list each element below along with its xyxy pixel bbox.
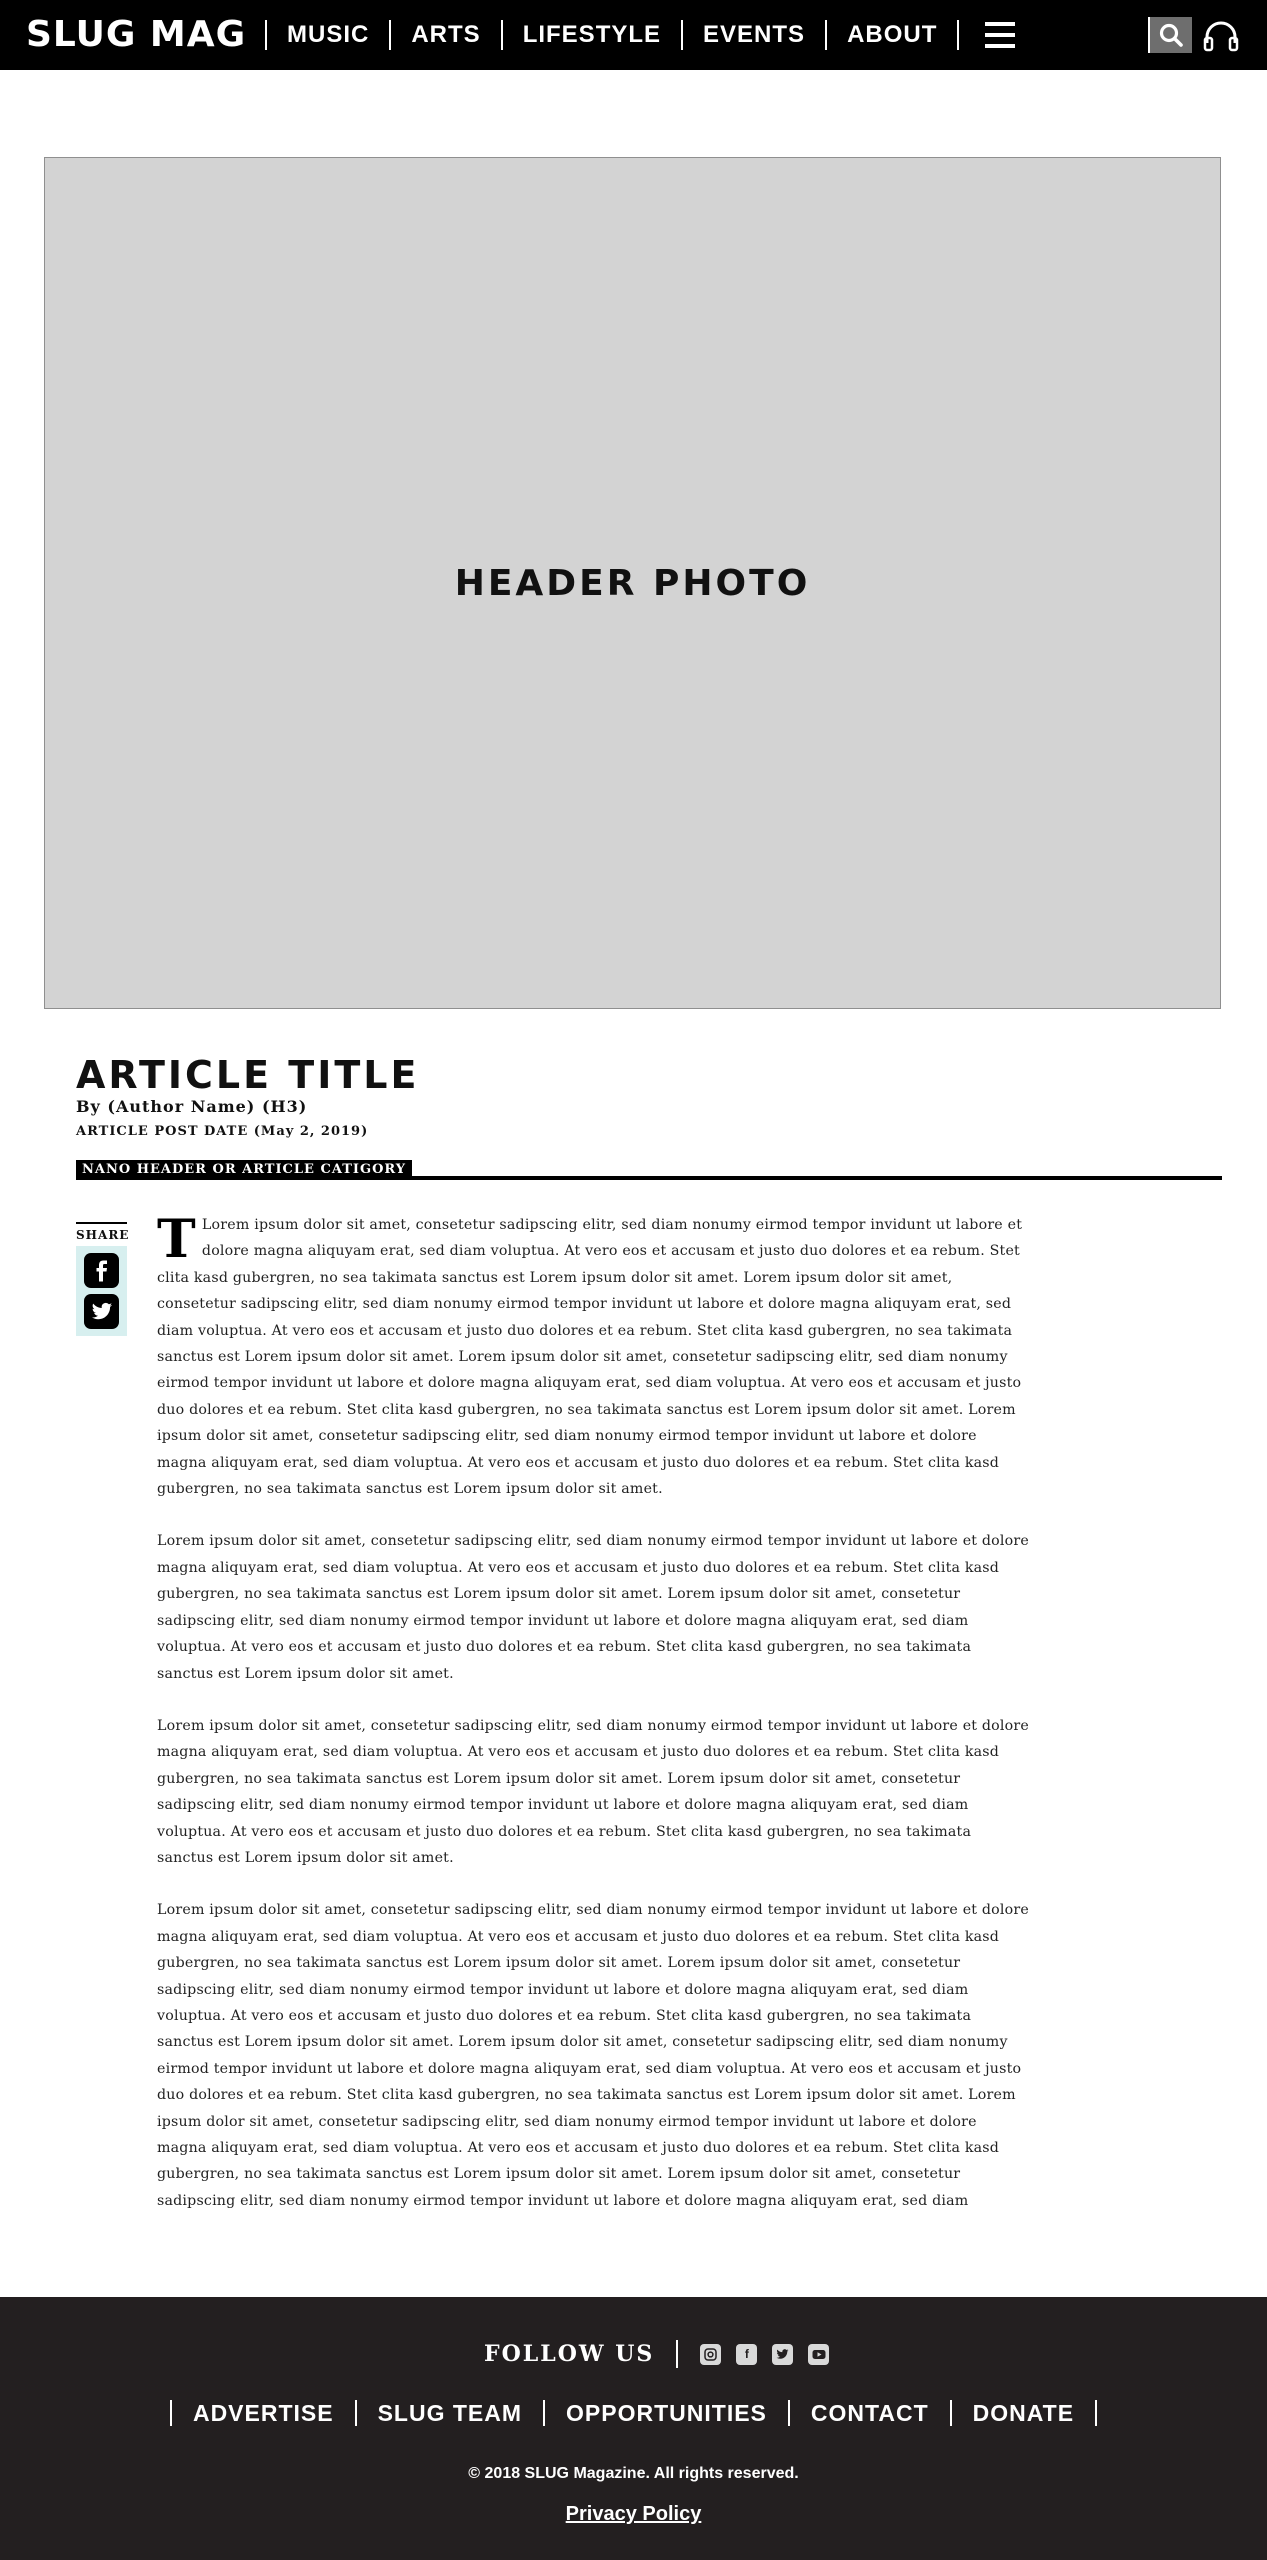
article-post-date: ARTICLE POST DATE (May 2, 2019) <box>76 1124 369 1139</box>
follow-us-label: FOLLOW US <box>484 2341 655 2367</box>
nav-item-lifestyle[interactable]: LIFESTYLE <box>522 21 662 48</box>
share-buttons <box>76 1246 127 1336</box>
instagram-icon[interactable] <box>700 2344 721 2365</box>
nav-divider <box>957 20 959 50</box>
footer-divider <box>676 2340 678 2368</box>
share-facebook-button[interactable] <box>84 1253 119 1288</box>
header-photo <box>44 157 1221 1009</box>
share-panel <box>76 1222 130 1336</box>
article-paragraph: Lorem ipsum dolor sit amet, consetetur sadipscing elitr, sed diam nonumy eirmod tempor invidunt ut labore et dolore magna aliquyam erat, sed diam voluptua. At vero eos et accusam et justo duo dolores et ea rebum. Stet clita kasd gubergren, no sea takimata sanctus est Lorem ipsum dolor sit amet. Lorem ipsum dolor sit amet, consetetur sadipscing elitr, sed diam nonumy eirmod tempor invidunt ut labore et dolore magna aliquyam erat, sed diam voluptua. At vero eos et accusam et justo duo dolores et ea rebum. Stet clita kasd gubergren, no sea takimata sanctus est Lorem ipsum dolor sit amet. <box>157 1717 1029 1866</box>
headphones-icon[interactable] <box>1202 17 1240 53</box>
follow-us-row <box>484 2339 844 2369</box>
nav-item-music[interactable]: MUSIC <box>287 21 370 48</box>
footer-link-donate[interactable]: DONATE <box>972 2400 1075 2426</box>
dropcap: T <box>157 1209 196 1270</box>
article-title: ARTICLE TITLE <box>76 1053 420 1097</box>
twitter-icon[interactable] <box>772 2344 793 2365</box>
twitter-icon <box>91 1302 113 1322</box>
share-label: SHARE <box>76 1228 130 1242</box>
nav-list <box>265 0 1015 70</box>
privacy-policy-row <box>0 2503 1267 2526</box>
search-icon <box>1150 17 1192 53</box>
site-logo[interactable]: SLUG MAG <box>26 14 247 55</box>
footer-link-opportunities[interactable]: OPPORTUNITIES <box>566 2400 767 2426</box>
footer-link-advertise[interactable]: ADVERTISE <box>192 2400 334 2426</box>
nav-item-arts[interactable]: ARTS <box>411 21 481 48</box>
article-paragraph: Lorem ipsum dolor sit amet, consetetur sadipscing elitr, sed diam nonumy eirmod tempor invidunt ut labore et dolore magna aliquyam erat, sed diam voluptua. At vero eos et accusam et justo duo dolores et ea rebum. Stet clita kasd gubergren, no sea takimata sanctus est Lorem ipsum dolor sit amet. Lorem ipsum dolor sit amet, consetetur sadipscing elitr, sed diam nonumy eirmod tempor invidunt ut labore et dolore magna aliquyam erat, sed diam voluptua. At vero eos et accusam et justo duo dolores et ea rebum. Stet clita kasd gubergren, no sea takimata sanctus est Lorem ipsum dolor sit amet. <box>157 1533 1029 1682</box>
footer-link-contact[interactable]: CONTACT <box>810 2400 929 2426</box>
privacy-policy-link[interactable]: Privacy Policy <box>565 2503 702 2525</box>
nav-item-about[interactable]: ABOUT <box>847 21 938 48</box>
nav-item-events[interactable]: EVENTS <box>703 21 806 48</box>
article-paragraph: T Lorem ipsum dolor sit amet, consetetur sadipscing elitr, sed diam nonumy eirmod tempor invidunt ut labore et dolore magna aliquyam erat, sed diam voluptua. At vero eos et accusam et justo duo dolores et ea rebum. Stet clita kasd gubergren, no sea takimata sanctus est Lorem ipsum dolor sit amet. Lorem ipsum dolor sit amet, consetetur sadipscing elitr, sed diam nonumy eirmod tempor invidunt ut labore et dolore magna aliquyam erat, sed diam voluptua. At vero eos et accusam et justo duo dolores et ea rebum. Stet clita kasd gubergren, no sea takimata sanctus est Lorem ipsum dolor sit amet. Lorem ipsum dolor sit amet, consetetur sadipscing elitr, sed diam nonumy eirmod tempor invidunt ut labore et dolore magna aliquyam erat, sed diam voluptua. At vero eos et accusam et justo duo dolores et ea rebum. Stet clita kasd gubergren, no sea takimata sanctus est Lorem ipsum dolor sit amet. Lorem ipsum dolor sit amet, consetetur sadipscing elitr, sed diam nonumy eirmod tempor invidunt ut labore et dolore magna aliquyam erat, sed diam voluptua. At vero eos et accusam et justo duo dolores et ea rebum. Stet clita kasd gubergren, no sea takimata sanctus est Lorem ipsum dolor sit amet. <box>157 1209 1023 1498</box>
hamburger-icon[interactable] <box>985 22 1015 48</box>
article-paragraph: Lorem ipsum dolor sit amet, consetetur sadipscing elitr, sed diam nonumy eirmod tempor invidunt ut labore et dolore magna aliquyam erat, sed diam voluptua. At vero eos et accusam et justo duo dolores et ea rebum. Stet clita kasd gubergren, no sea takimata sanctus est Lorem ipsum dolor sit amet. Lorem ipsum dolor sit amet, consetetur sadipscing elitr, sed diam nonumy eirmod tempor invidunt ut labore et dolore magna aliquyam erat, sed diam voluptua. At vero eos et accusam et justo duo dolores et ea rebum. Stet clita kasd gubergren, no sea takimata sanctus est Lorem ipsum dolor sit amet. Lorem ipsum dolor sit amet, consetetur sadipscing elitr, sed diam nonumy eirmod tempor invidunt ut labore et dolore magna aliquyam erat, sed diam voluptua. At vero eos et accusam et justo duo dolores et ea rebum. Stet clita kasd gubergren, no sea takimata sanctus est Lorem ipsum dolor sit amet. Lorem ipsum dolor sit amet, consetetur sadipscing elitr, sed diam nonumy eirmod tempor invidunt ut labore et dolore magna aliquyam erat, sed diam voluptua. At vero eos et accusam et justo duo dolores et ea rebum. Stet clita kasd gubergren, no sea takimata sanctus est Lorem ipsum dolor sit amet. Lorem ipsum dolor sit amet, consetetur sadipscing elitr, sed diam nonumy eirmod tempor invidunt ut labore et dolore magna aliquyam erat, sed diam <box>157 1902 1029 2209</box>
facebook-icon <box>92 1260 112 1282</box>
top-navigation <box>0 0 1267 70</box>
site-footer <box>0 2297 1267 2560</box>
copyright-text: © 2018 SLUG Magazine. All rights reserved. <box>468 2465 799 2482</box>
youtube-icon[interactable] <box>808 2344 829 2365</box>
facebook-icon[interactable]: f <box>736 2344 757 2365</box>
article-byline: By (Author Name) (H3) <box>76 1097 308 1116</box>
share-twitter-button[interactable] <box>84 1294 119 1329</box>
article-body <box>157 1209 1029 2240</box>
category-bar <box>76 1160 1222 1180</box>
footer-links <box>0 2393 1267 2433</box>
footer-divider <box>1095 2400 1097 2426</box>
search-button[interactable] <box>1148 17 1192 53</box>
category-label[interactable]: NANO HEADER OR ARTICLE CATIGORY <box>76 1160 412 1180</box>
footer-link-slug-team[interactable]: SLUG TEAM <box>377 2400 523 2426</box>
header-photo-label: HEADER PHOTO <box>454 562 811 604</box>
